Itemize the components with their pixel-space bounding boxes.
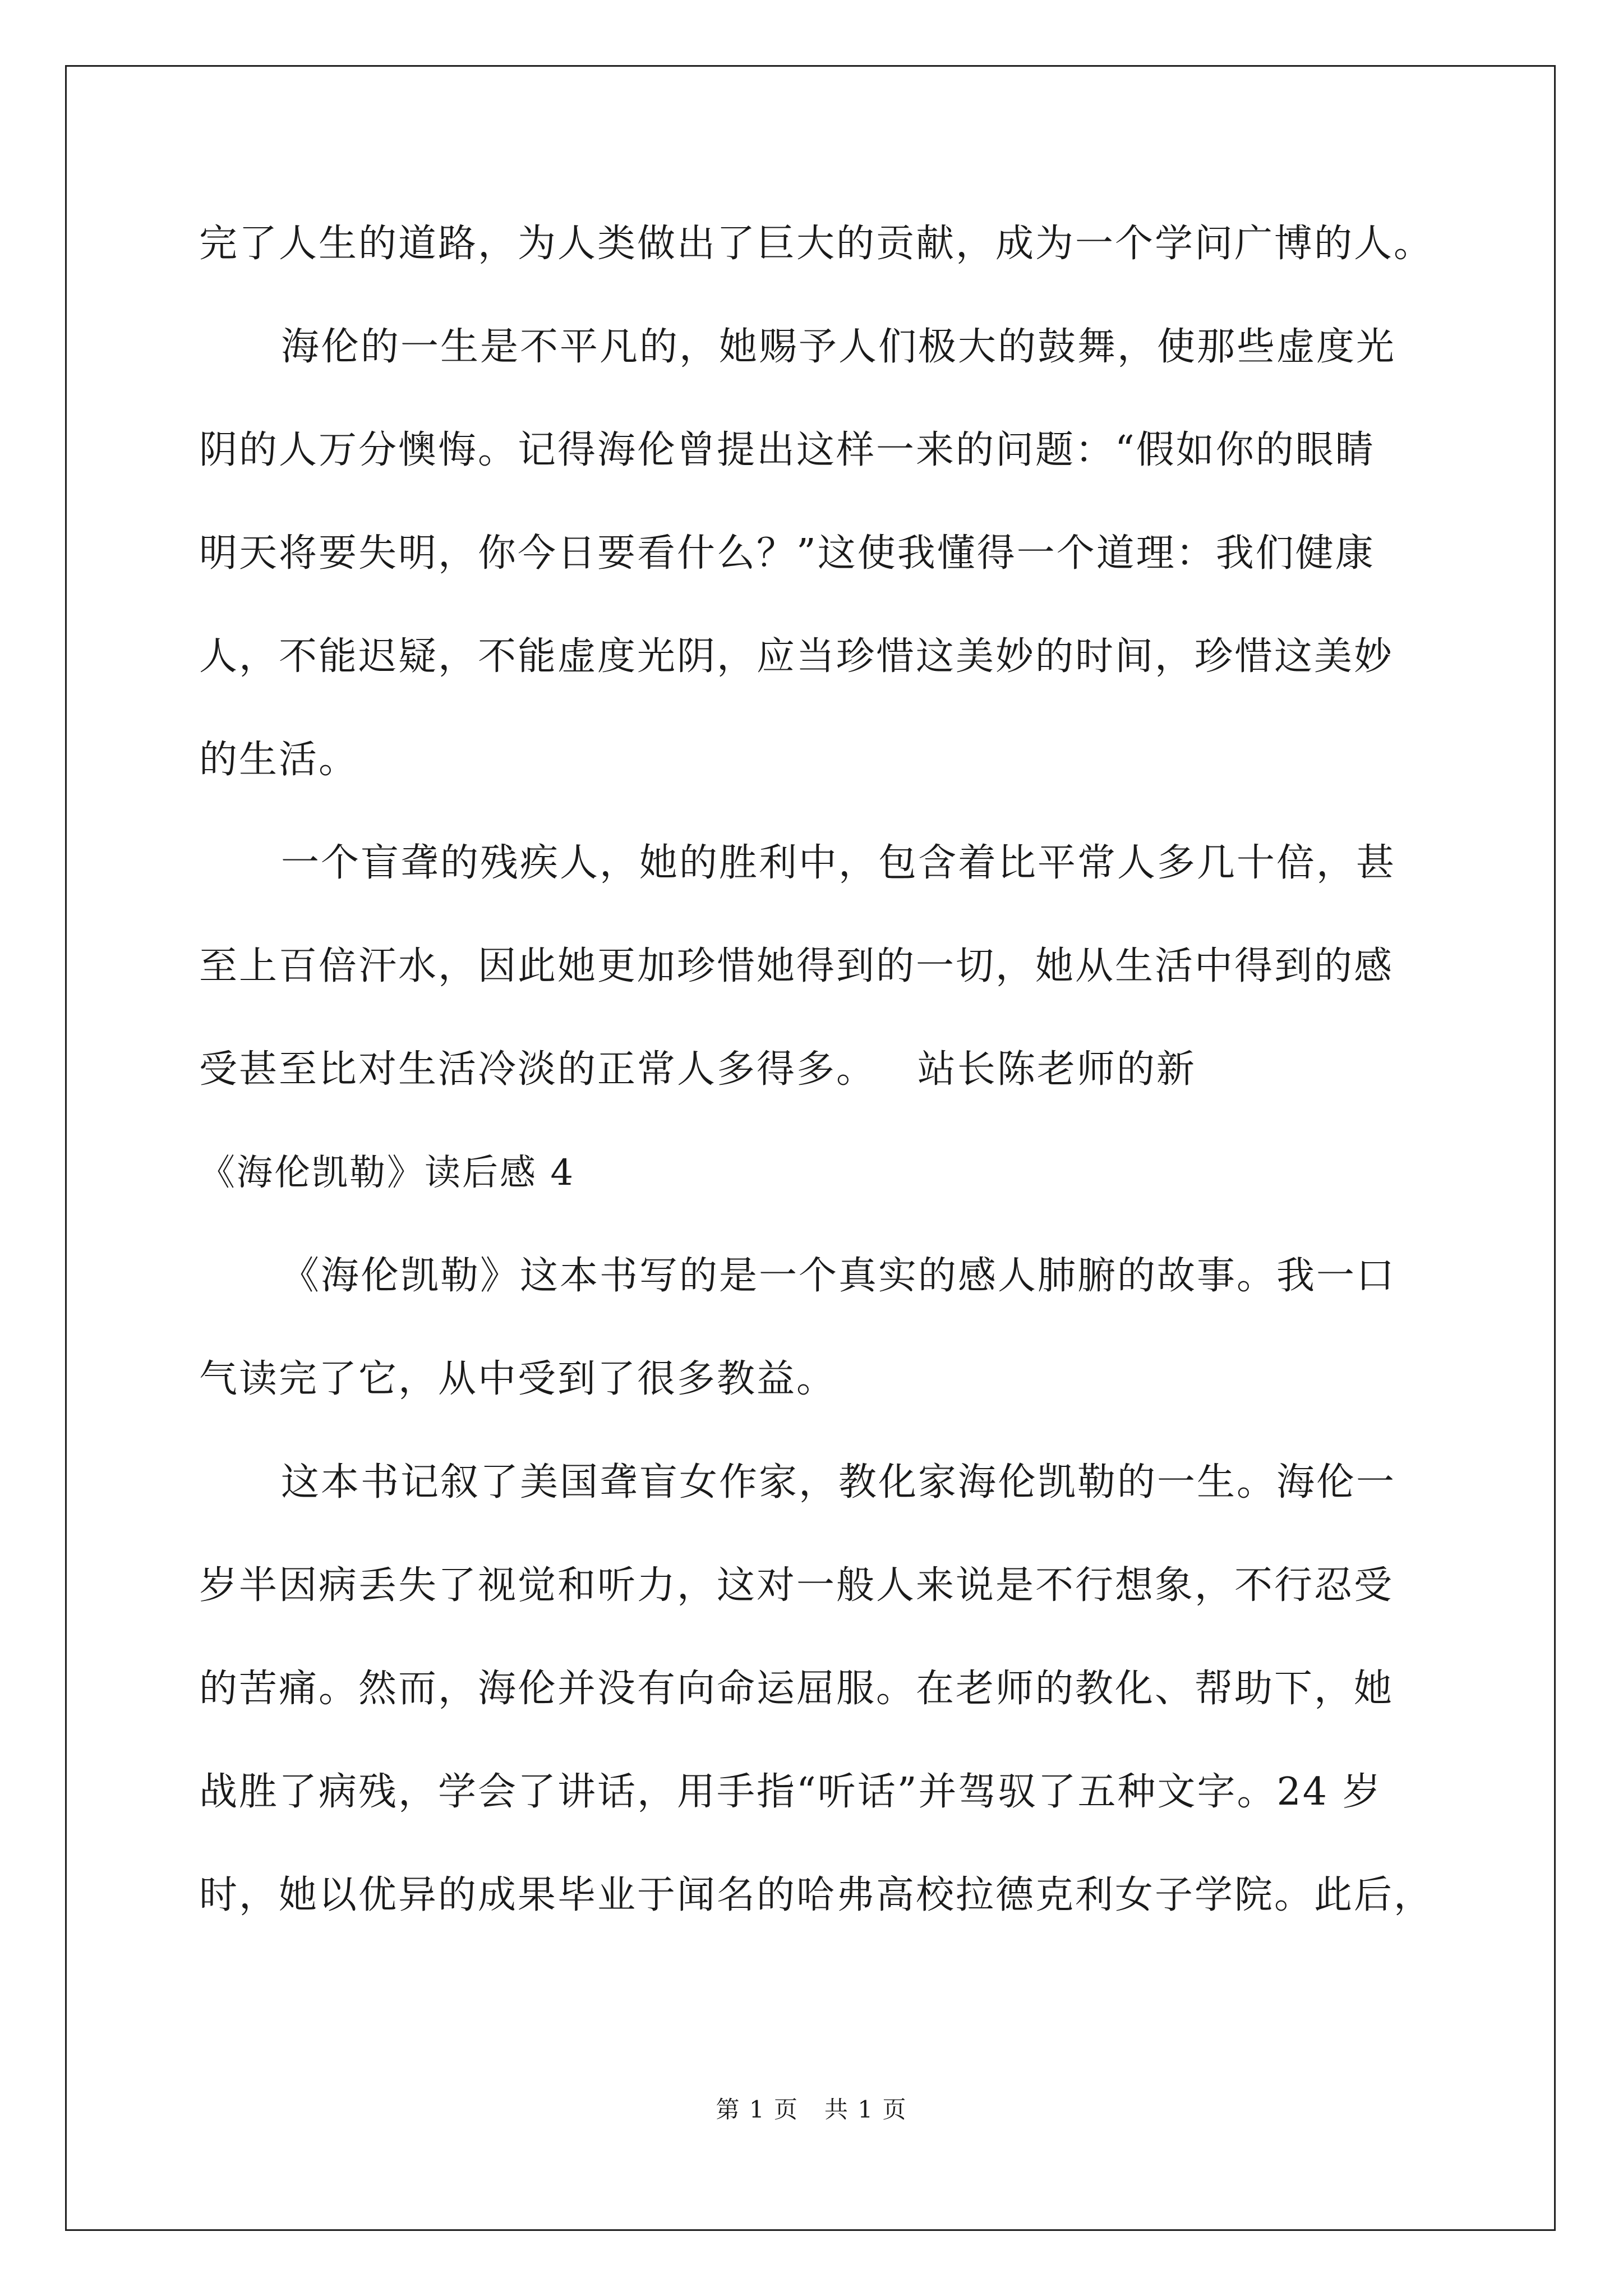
- text-line-7: 一个盲聋的残疾人，她的胜利中，包含着比平常人多几十倍，甚: [281, 841, 1396, 885]
- section-title: 《海伦凯勒》读后感 4: [199, 1152, 575, 1194]
- text-line-14: 的苦痛。然而，海伦并没有向命运屈服。在老师的教化、帮助下，她: [199, 1667, 1394, 1711]
- text-line-9: 受甚至比对生活冷淡的正常人多得多。 站长陈老师的新: [199, 1047, 1196, 1092]
- text-line-8: 至上百倍汗水，因此她更加珍惜她得到的一切，她从生活中得到的感: [199, 944, 1394, 988]
- text-line-3: 阴的人万分懊悔。记得海伦曾提出这样一来的问题：“假如你的眼睛: [199, 428, 1375, 472]
- text-line-4: 明天将要失明，你今日要看什么？”这使我懂得一个道理：我们健康: [199, 531, 1375, 576]
- text-line-13: 岁半因病丢失了视觉和听力，这对一般人来说是不行想象，不行忍受: [199, 1563, 1394, 1608]
- text-line-10: 《海伦凯勒》这本书写的是一个真实的感人肺腑的故事。我一口: [281, 1254, 1396, 1298]
- text-line-12: 这本书记叙了美国聋盲女作家，教化家海伦凯勒的一生。海伦一: [281, 1460, 1396, 1504]
- text-line-1: 完了人生的道路，为人类做出了巨大的贡献，成为一个学问广博的人。: [199, 222, 1434, 266]
- page-number-label: 第 1 页 共 1 页: [716, 2096, 907, 2123]
- text-line-15: 战胜了病残，学会了讲话，用手指“听话”并驾驭了五种文字。24 岁: [199, 1770, 1382, 1814]
- text-line-2: 海伦的一生是不平凡的，她赐予人们极大的鼓舞，使那些虚度光: [281, 325, 1396, 369]
- text-line-5: 人，不能迟疑，不能虚度光阴，应当珍惜这美妙的时间，珍惜这美妙: [199, 634, 1394, 679]
- text-line-16: 时，她以优异的成果毕业于闻名的哈弗高校拉德克利女子学院。此后，: [199, 1873, 1434, 1917]
- page-footer: [0, 2091, 1623, 2125]
- document-body: [199, 210, 1444, 1965]
- text-line-11: 气读完了它，从中受到了很多教益。: [199, 1357, 837, 1401]
- text-line-6: 的生活。: [199, 738, 359, 782]
